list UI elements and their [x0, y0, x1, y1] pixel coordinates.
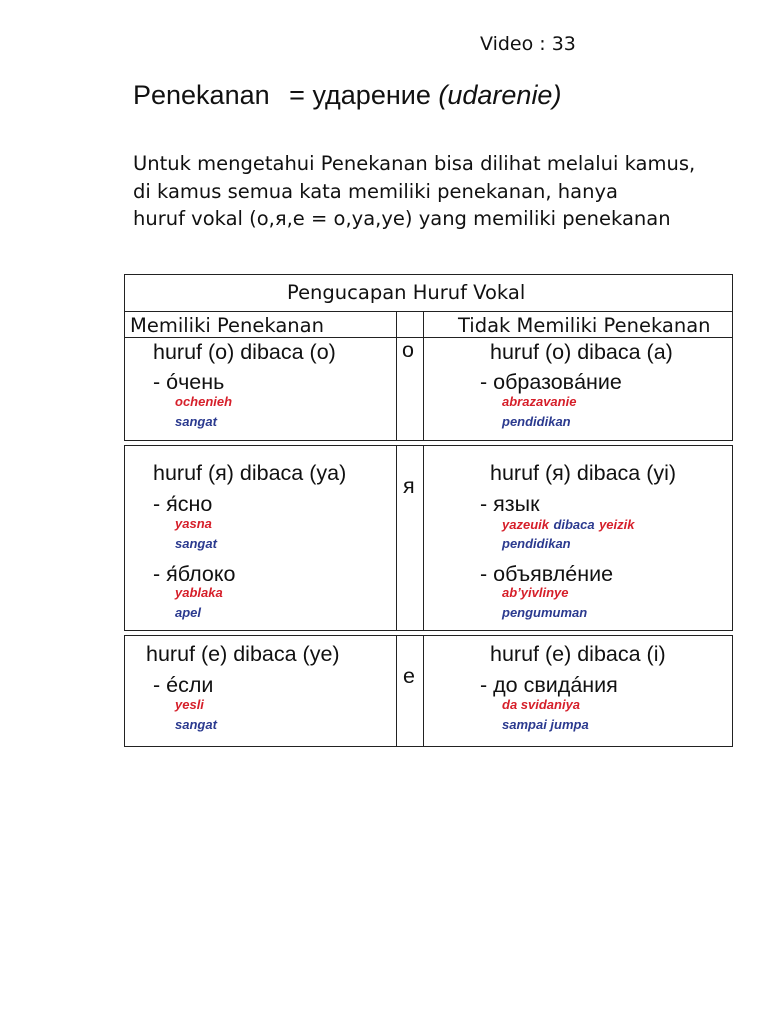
unstressed-rule: huruf (я) dibaca (yi) [490, 461, 677, 485]
meaning: sampai jumpa [502, 717, 589, 732]
meaning: pendidikan [502, 536, 571, 551]
row-divider [423, 445, 424, 631]
title-transliteration: (udarenie) [438, 80, 562, 110]
stressed-word: - óчень [153, 370, 225, 394]
transliteration: ochenieh [175, 394, 233, 409]
intro-paragraph [133, 150, 695, 233]
stressed-word: - я́блоко [153, 562, 236, 586]
stressed-word: - éсли [153, 673, 214, 697]
title-latin: Penekanan [133, 80, 270, 110]
transliteration: yazeuik [502, 517, 549, 532]
transliteration-with-note [502, 516, 635, 534]
row-divider [423, 337, 424, 441]
stressed-rule: huruf (е) dibaca (ye) [146, 642, 340, 666]
meaning: sangat [175, 717, 217, 732]
meaning: apel [175, 605, 202, 620]
unstressed-word: - язык [480, 492, 540, 516]
meaning: pendidikan [502, 414, 571, 429]
unstressed-rule: huruf (е) dibaca (i) [490, 642, 666, 666]
letter-column-divider-left [396, 311, 397, 338]
unstressed-rule: huruf (о) dibaca (a) [490, 340, 673, 364]
transliteration-note: dibaca [553, 517, 595, 532]
transliteration-alt: yeizik [599, 517, 635, 532]
row-letter: е [403, 664, 415, 688]
intro-line: huruf vokal (o,я,е = o,ya,ye) yang memiliki penekanan [133, 207, 671, 230]
unstressed-word: - объявлéние [480, 562, 614, 586]
transliteration: yesli [175, 697, 204, 712]
intro-line: di kamus semua kata memiliki penekanan, hanya [133, 179, 618, 203]
intro-line: Untuk mengetahui Penekanan bisa dilihat melalui kamus, [133, 152, 696, 175]
meaning: sangat [175, 414, 217, 429]
page-title [133, 80, 561, 111]
stressed-rule: huruf (о) dibaca (o) [153, 340, 336, 364]
letter-column-divider-right [423, 311, 424, 338]
table-title: Pengucapan Huruf Vokal [287, 281, 526, 304]
meaning: pengumuman [502, 605, 588, 620]
transliteration: da svidaniya [502, 697, 581, 712]
title-russian: ударение [312, 80, 431, 110]
transliteration: yablaka [175, 585, 223, 600]
table-header-divider [124, 311, 733, 312]
row-letter: о [402, 338, 414, 362]
row-divider [396, 635, 397, 747]
row-divider [396, 445, 397, 631]
transliteration: yasna [175, 516, 212, 531]
transliteration: ab’yivlinye [502, 585, 569, 600]
meaning: sangat [175, 536, 217, 551]
video-number: Video : 33 [480, 33, 576, 55]
row-divider [396, 337, 397, 441]
column-header-unstressed: Tidak Memiliki Penekanan [458, 314, 711, 337]
transliteration: abrazavanie [502, 394, 577, 409]
row-letter: я [403, 474, 415, 498]
stressed-rule: huruf (я) dibaca (ya) [153, 461, 347, 485]
title-equals: = [289, 80, 305, 110]
row-divider [423, 635, 424, 747]
unstressed-word: - образовáние [480, 370, 622, 394]
stressed-word: - я́сно [153, 492, 213, 516]
column-header-stressed: Memiliki Penekanan [130, 314, 324, 337]
unstressed-word: - до свидáния [480, 673, 618, 697]
